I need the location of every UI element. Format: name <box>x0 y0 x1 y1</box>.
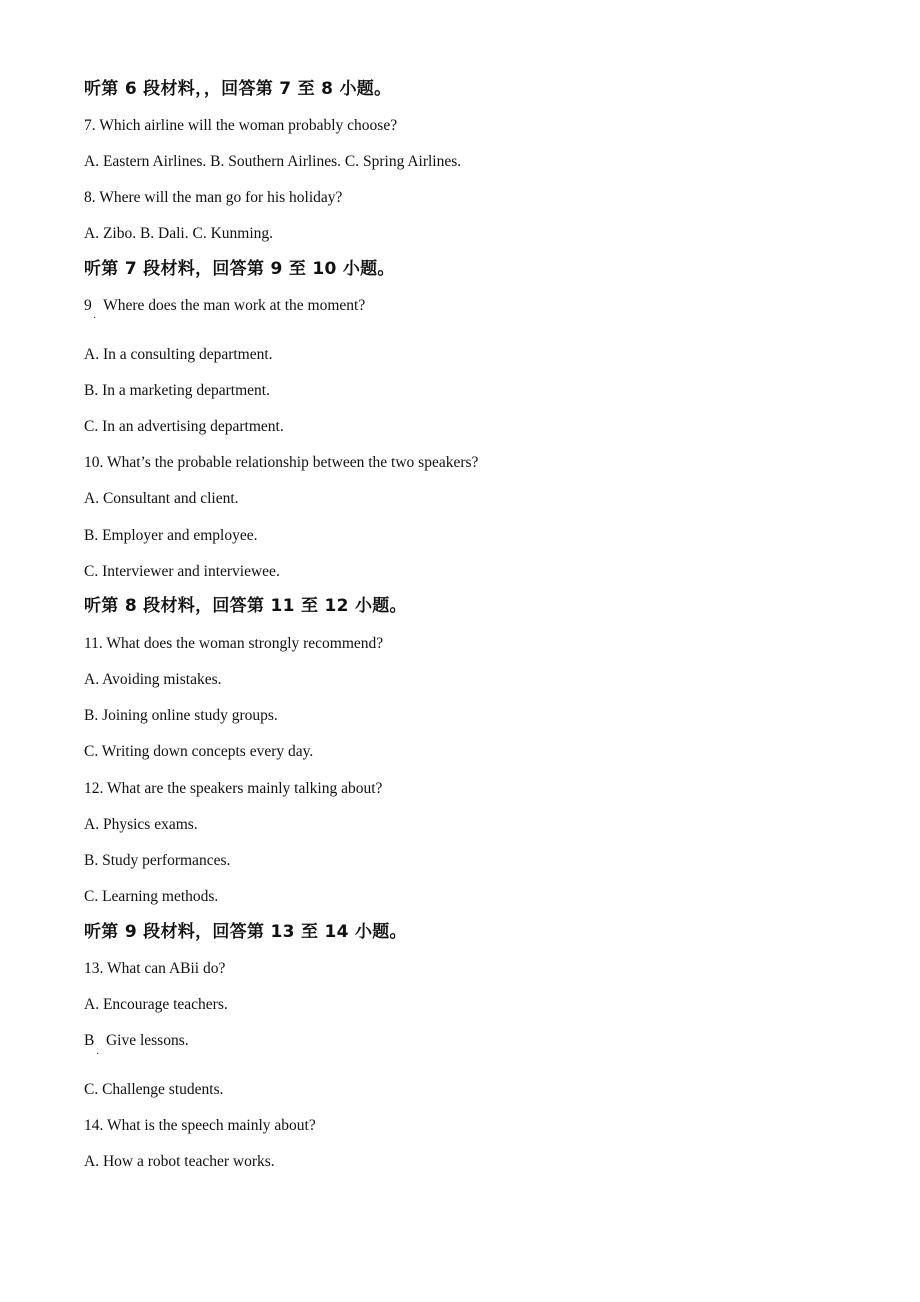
option-14a: A. How a robot teacher works. <box>84 1153 275 1170</box>
question-12: 12. What are the speakers mainly talking about? <box>84 780 383 797</box>
option-12c: C. Learning methods. <box>84 888 219 905</box>
option-9a: A. In a consulting department. <box>84 346 273 363</box>
stray-dot-mark: · <box>96 1049 100 1060</box>
question-8: 8. Where will the man go for his holiday? <box>84 189 343 206</box>
option-11b: B. Joining online study groups. <box>84 707 278 724</box>
question-13: 13. What can ABii do? <box>84 960 226 977</box>
question-7: 7. Which airline will the woman probably choose? <box>84 117 398 134</box>
stray-dot-mark: · <box>93 313 97 324</box>
option-9c: C. In an advertising department. <box>84 418 284 435</box>
options-question-8: A. Zibo. B. Dali. C. Kunming. <box>84 225 274 242</box>
options-question-7: A. Eastern Airlines. B. Southern Airlines. C. Spring Airlines. <box>84 153 462 170</box>
question-14: 14. What is the speech mainly about? <box>84 1117 316 1134</box>
option-13a: A. Encourage teachers. <box>84 996 228 1013</box>
section-heading-9: 听第 9 段材料，回答第 13 至 14 小题。 <box>84 922 407 942</box>
option-13c: C. Challenge students. <box>84 1081 224 1098</box>
option-9b: B. In a marketing department. <box>84 382 270 399</box>
option-11a: A. Avoiding mistakes. <box>84 671 222 688</box>
option-10c: C. Interviewer and interviewee. <box>84 563 280 580</box>
option-12b: B. Study performances. <box>84 852 231 869</box>
section-heading-7: 听第 7 段材料，回答第 9 至 10 小题。 <box>84 259 395 279</box>
section-heading-6: 听第 6 段材料，，回答第 7 至 8 小题。 <box>84 79 392 99</box>
option-13b: B Give lessons. <box>84 1032 189 1049</box>
option-10a: A. Consultant and client. <box>84 490 239 507</box>
option-10b: B. Employer and employee. <box>84 527 258 544</box>
question-9: 9 Where does the man work at the moment? <box>84 297 366 314</box>
question-10: 10. What’s the probable relationship between the two speakers? <box>84 454 479 471</box>
question-11: 11. What does the woman strongly recommend? <box>84 635 384 652</box>
section-heading-8: 听第 8 段材料，回答第 11 至 12 小题。 <box>84 596 407 616</box>
option-12a: A. Physics exams. <box>84 816 198 833</box>
option-11c: C. Writing down concepts every day. <box>84 743 314 760</box>
